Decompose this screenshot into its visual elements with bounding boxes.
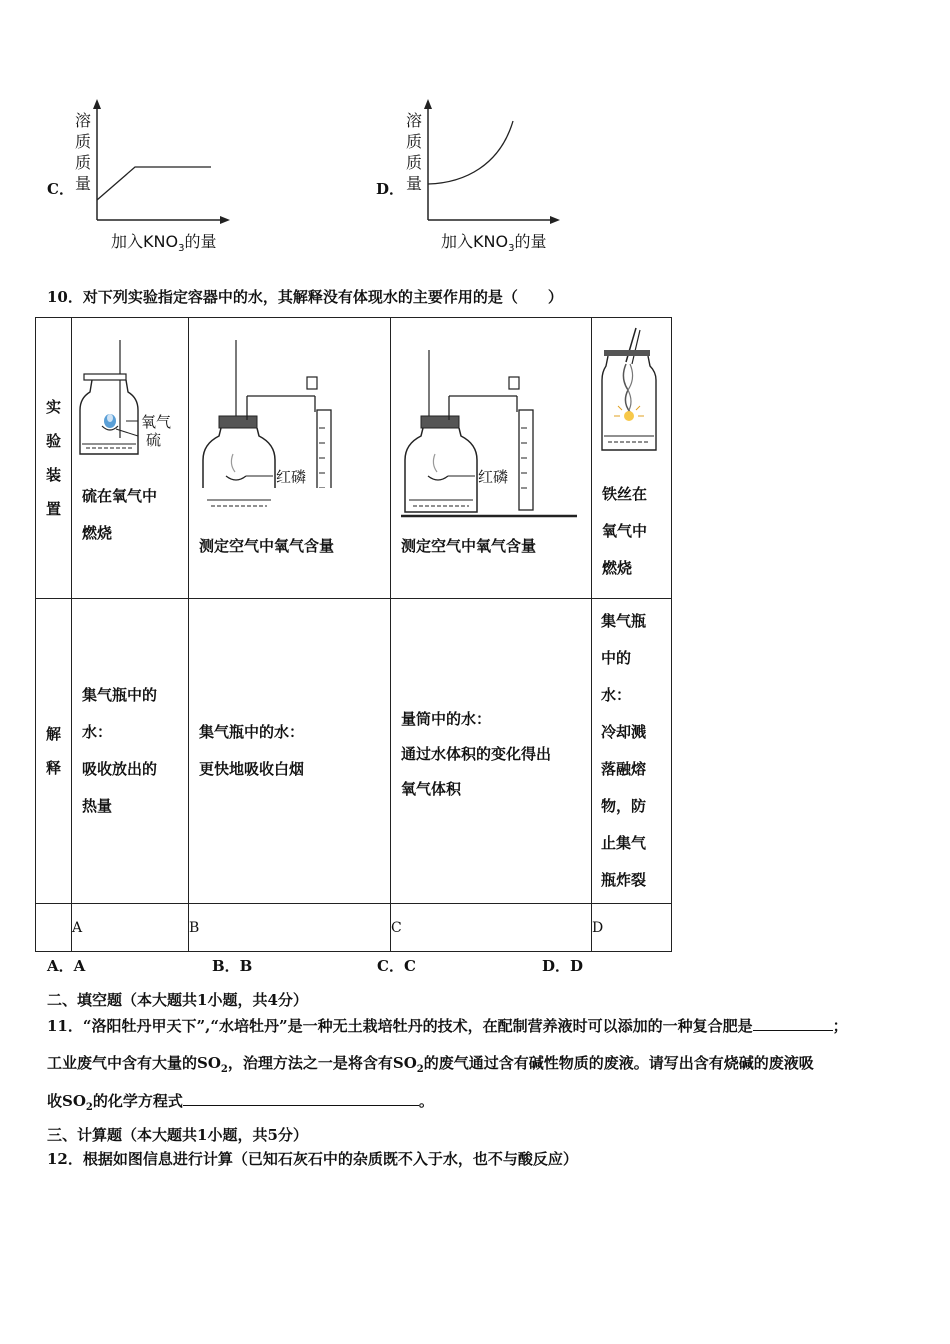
question-11-line-1: 11．“洛阳牡丹甲天下”,“水培牡丹”是一种无土栽培牡丹的技术，在配制营养液时可以添加的一种复合肥是 ； <box>47 1017 848 1035</box>
apparatus-cell-d <box>592 318 672 599</box>
label-red-phosphorus: 红磷 <box>276 468 307 486</box>
explanation-b: 集气瓶中的水： 更快地吸收白烟 <box>189 599 391 904</box>
letter-d: D <box>592 904 672 952</box>
section-3-heading: 三、计算题（本大题共1小题，共5分） <box>47 1126 308 1144</box>
question-12-stem: 12．根据如图信息进行计算（已知石灰石中的杂质既不入于水，也不与酸反应） <box>47 1150 578 1168</box>
graph-d <box>370 95 590 255</box>
apparatus-name-d: 铁丝在 氧气中 燃烧 <box>602 485 648 577</box>
answer-blank-2[interactable] <box>183 1091 419 1106</box>
explanation-row <box>36 599 672 904</box>
section-2-heading: 二、填空题（本大题共1小题，共4分） <box>47 991 308 1009</box>
question-11-line-3: 收$SO_2$的化学方程式 。 <box>47 1092 434 1113</box>
letter-row-header <box>36 904 72 952</box>
row-header-apparatus: 实 验 装 置 <box>36 318 72 599</box>
x-axis-label: 加入$KNO_3$的量 <box>111 232 217 255</box>
answer-blank-1[interactable] <box>753 1016 833 1031</box>
explanation-d: 集气瓶 中的 水： 冷却溅 落融熔 物，防 止集气 瓶炸裂 <box>592 599 672 904</box>
phosphorus-apparatus-c <box>391 318 592 528</box>
y-axis-label: 溶 质 质 量 <box>74 111 91 193</box>
question-11-line-2: 工业废气中含有大量的$SO_2$，治理方法之一是将含有$SO_2$的废气通过含有碱性物质的废液。请写出含有烧碱的废液吸 <box>47 1054 814 1075</box>
letter-b: B <box>189 904 391 952</box>
letter-row <box>36 904 672 952</box>
choice-a[interactable]: A．A <box>47 957 86 975</box>
sulfur-combustion-apparatus <box>72 318 189 478</box>
explanation-a: 集气瓶中的 水： 吸收放出的 热量 <box>72 599 189 904</box>
letter-a: A <box>72 904 189 952</box>
apparatus-cell-c <box>391 318 592 599</box>
apparatus-row <box>36 318 672 599</box>
label-sulfur: 硫 <box>146 431 162 449</box>
phosphorus-apparatus-b-body <box>189 318 391 528</box>
option-letter: D． <box>376 180 405 198</box>
y-axis-label: 溶 质 质 量 <box>405 111 422 193</box>
row-header-explanation: 解 释 <box>36 599 72 904</box>
graph-c <box>40 95 260 255</box>
explanation-c: 量筒中的水： 通过水体积的变化得出 氧气体积 <box>391 599 592 904</box>
apparatus-name-c: 测定空气中氧气含量 <box>401 537 537 555</box>
apparatus-name-a: 硫在氧气中 燃烧 <box>82 487 158 542</box>
letter-c: C <box>391 904 592 952</box>
apparatus-cell-b <box>189 318 391 599</box>
choice-d[interactable]: D．D <box>542 957 584 975</box>
question-10-stem: 10．对下列实验指定容器中的水，其解释没有体现水的主要作用的是（ ） <box>47 288 563 306</box>
choice-c[interactable]: C．C <box>377 957 416 975</box>
label-red-phosphorus: 红磷 <box>478 468 509 486</box>
apparatus-name-b: 测定空气中氧气含量 <box>199 537 335 555</box>
option-letter: C． <box>47 180 74 198</box>
label-oxygen: 氧气 <box>141 413 172 431</box>
experiment-table <box>35 317 672 952</box>
x-axis-label: 加入$KNO_3$的量 <box>441 232 547 255</box>
apparatus-cell-a <box>72 318 189 599</box>
iron-wire-apparatus <box>592 318 672 478</box>
choice-b[interactable]: B．B <box>212 957 253 975</box>
